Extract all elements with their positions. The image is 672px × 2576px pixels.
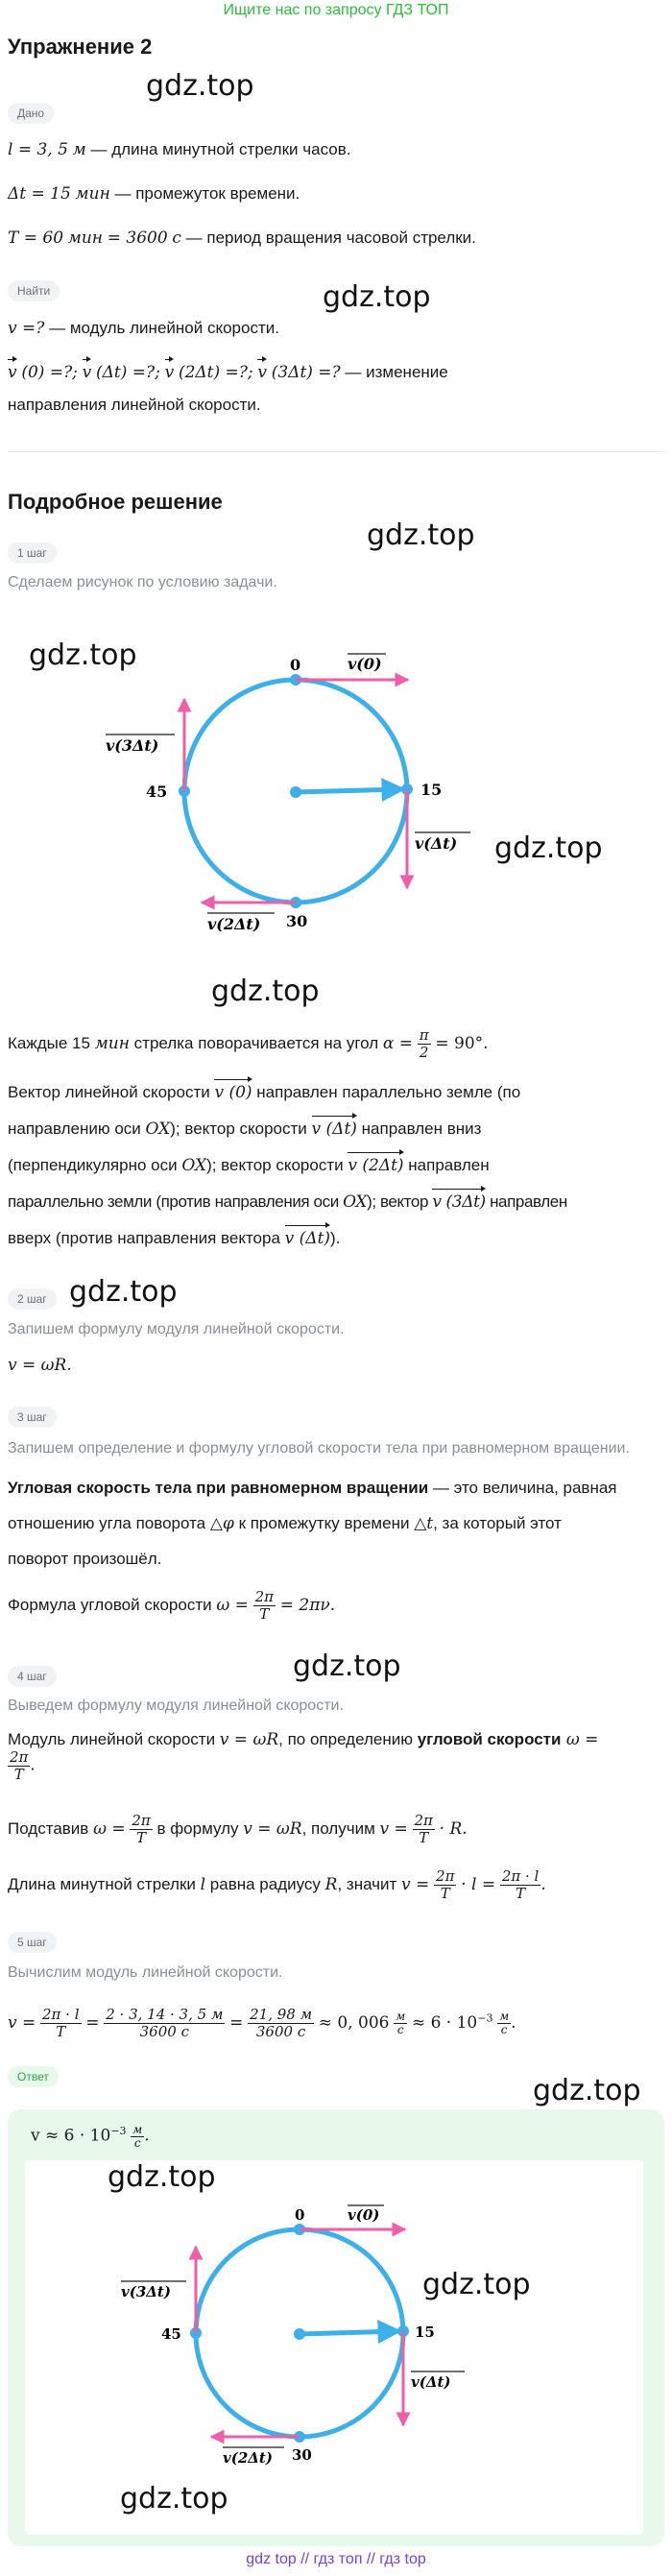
step5-exp: −3 bbox=[477, 2011, 493, 2025]
label-v0: v(0) bbox=[348, 655, 382, 673]
step3-p2-c: , за который этот bbox=[433, 1514, 562, 1532]
step4-p2-a: Подставив bbox=[8, 1818, 94, 1838]
step3-p1 bbox=[8, 1477, 617, 1500]
find-arg-3: (3Δt) =? bbox=[271, 363, 341, 382]
step1-p4 bbox=[8, 1150, 490, 1177]
step1-ox-2: OX bbox=[181, 1156, 207, 1175]
step2-formula: v = ωR. bbox=[8, 1356, 72, 1375]
step4-p1-frac-wrap: $\frac{2\pi}{T}$ . bbox=[10, 1748, 36, 1783]
watermark: gdz.top bbox=[211, 975, 320, 1008]
label-v2: v(2Δt) bbox=[207, 915, 261, 931]
step5-frac1-num: 2π · l bbox=[42, 2006, 80, 2023]
find-v: v =? bbox=[8, 319, 45, 338]
step4-p3-b: равна радиусу bbox=[205, 1874, 325, 1893]
answer-unit-num: м bbox=[132, 2122, 143, 2136]
answer-center-point bbox=[294, 2328, 305, 2340]
step3-frac bbox=[253, 1589, 276, 1623]
step1-p2 bbox=[8, 1077, 520, 1104]
find-line-3: направления линейной скорости. bbox=[8, 396, 261, 414]
step4-p1-frac bbox=[8, 1749, 30, 1783]
step1-v2: v (2Δt) bbox=[348, 1150, 403, 1177]
step4-p3-frac2 bbox=[500, 1868, 541, 1902]
step1-p3-b: ); вектор скорости bbox=[170, 1119, 312, 1138]
answer-label-v0: v(0) bbox=[348, 2206, 380, 2224]
step4-p3-a: Длина минутной стрелки bbox=[8, 1874, 201, 1893]
clock-diagram bbox=[86, 643, 470, 931]
answer-value bbox=[31, 2120, 150, 2150]
step1-frac bbox=[418, 1027, 431, 1061]
step4-p2-b: в формулу bbox=[152, 1818, 244, 1838]
step5-frac1 bbox=[40, 2007, 82, 2040]
step4-p1 bbox=[8, 1728, 598, 1751]
answer-label-0: 0 bbox=[295, 2206, 305, 2224]
step1-p3-c: направлен вниз bbox=[356, 1119, 482, 1138]
step-4-label: 4 шаг bbox=[8, 1666, 57, 1687]
step5-unit1 bbox=[394, 2010, 407, 2036]
step1-p5-a: параллельно земли (против направления оси bbox=[8, 1192, 344, 1211]
step-4-note: Выведем формулу модуля линейной скорости. bbox=[8, 1697, 344, 1714]
step3-frac-num: 2π bbox=[254, 1588, 274, 1605]
given-l-value: l = 3, 5 bbox=[8, 140, 68, 159]
step1-ox-1: OX bbox=[145, 1119, 171, 1139]
top-banner: Ищите нас по запросу ГДЗ ТОП bbox=[223, 2, 449, 18]
answer-clock-diagram bbox=[106, 2199, 490, 2468]
answer-dot: . bbox=[144, 2126, 150, 2146]
step-2-label: 2 шаг bbox=[8, 1288, 57, 1310]
step1-v3: v (3Δt) bbox=[432, 1187, 485, 1214]
watermark: gdz.top bbox=[422, 2268, 531, 2301]
step-1-label: 1 шаг bbox=[8, 542, 57, 564]
step4-p1-f: v = ωR bbox=[219, 1730, 279, 1749]
step4-p1-bold: угловой скорости bbox=[417, 1730, 562, 1748]
step3-t: △t bbox=[414, 1514, 434, 1533]
step5-unit2 bbox=[497, 2010, 511, 2036]
step4-p3-frac bbox=[434, 1868, 456, 1902]
step4-p3-frac2-den: T bbox=[516, 1885, 526, 1902]
answer-label-v3: v(3Δt) bbox=[121, 2283, 171, 2300]
step4-p2-c: , получим bbox=[301, 1818, 380, 1838]
step1-v1-ref: v (Δt) bbox=[285, 1223, 330, 1250]
step3-bold-term: Угловая скорость тела при равномерном вращении bbox=[8, 1479, 429, 1497]
step4-p1-a: Модуль линейной скорости bbox=[8, 1730, 220, 1748]
step5-unit2-den: с bbox=[500, 2023, 508, 2036]
answer-label-45: 45 bbox=[161, 2325, 181, 2343]
footer-links[interactable]: gdz top // гдз топ // гдз top bbox=[246, 2551, 426, 2567]
step4-p3-v: v = bbox=[401, 1874, 430, 1894]
step5-eq2: = bbox=[229, 2012, 244, 2033]
find-arg-1: (Δt) =?; bbox=[96, 363, 160, 382]
answer-label-15: 15 bbox=[415, 2323, 435, 2341]
step1-v1: v (Δt) bbox=[312, 1114, 357, 1141]
step3-frac-den: T bbox=[259, 1605, 270, 1623]
step3-p2-b: к промежутку времени bbox=[233, 1514, 415, 1532]
step5-v: v = bbox=[8, 2012, 36, 2033]
step4-p1-frac-den: T bbox=[13, 1766, 24, 1783]
step4-p1-frac-num: 2π bbox=[10, 1748, 29, 1766]
step4-p1-w: ω = bbox=[561, 1730, 599, 1749]
step5-unit1-den: с bbox=[396, 2023, 404, 2036]
step3-p4 bbox=[8, 1589, 335, 1623]
step3-p3: поворот произошёл. bbox=[8, 1550, 162, 1568]
label-30: 30 bbox=[286, 912, 308, 930]
given-T-desc: — период вращения часовой стрелки. bbox=[180, 229, 476, 247]
answer-label-30: 30 bbox=[292, 2446, 312, 2464]
given-l-desc: — длина минутной стрелки часов. bbox=[85, 140, 351, 158]
step1-p1-c: = 90°. bbox=[435, 1033, 489, 1053]
step3-phi: △φ bbox=[209, 1514, 234, 1533]
step4-p2-f: v = ωR bbox=[243, 1818, 302, 1839]
given-T-value: T = 60 bbox=[8, 229, 64, 248]
step5-frac3-den: 3600 с bbox=[255, 2023, 306, 2040]
step5-frac2 bbox=[104, 2007, 225, 2040]
step3-p1-text: — это величина, равная bbox=[428, 1479, 617, 1497]
answer-v: v ≈ 6 · 10 bbox=[31, 2126, 111, 2146]
step1-p5-c: направлен bbox=[485, 1192, 567, 1211]
step-2-note: Запишем формулу модуля линейной скорости. bbox=[8, 1321, 345, 1337]
label-15: 15 bbox=[420, 781, 443, 799]
step4-p2-v: v = bbox=[379, 1818, 408, 1839]
step1-p2-b: направлен параллельно земле (по bbox=[252, 1083, 521, 1101]
step-3-note: Запишем определение и формулу угловой скорости тела при равномерном вращении. bbox=[8, 1440, 630, 1457]
center-point bbox=[290, 786, 301, 798]
step5-frac2-num: 2 · 3, 14 · 3, 5 м bbox=[106, 2006, 224, 2023]
watermark: gdz.top bbox=[367, 518, 475, 552]
answer-exp: −3 bbox=[110, 2125, 127, 2137]
step4-p2-d: · R. bbox=[439, 1818, 468, 1839]
step1-frac-num: π bbox=[419, 1026, 429, 1044]
given-dt-value: Δt = 15 bbox=[8, 184, 71, 204]
watermark: gdz.top bbox=[494, 831, 603, 865]
step4-p2-frac-num: 2π bbox=[132, 1812, 151, 1829]
given-T-value2: = 3600 bbox=[107, 229, 168, 248]
step4-p2-frac bbox=[130, 1813, 152, 1846]
step4-p2-w: ω = bbox=[93, 1818, 126, 1839]
step-5-label: 5 шаг bbox=[8, 1932, 57, 1953]
step1-frac-den: 2 bbox=[419, 1044, 429, 1061]
watermark: gdz.top bbox=[146, 69, 254, 103]
given-label: Дано bbox=[8, 103, 54, 124]
step4-p3-frac2-num: 2π · l bbox=[501, 1867, 540, 1885]
given-dt-desc: — промежуток времени. bbox=[109, 184, 300, 203]
step5-dot: . bbox=[511, 2012, 516, 2033]
step4-p3-d: · l = bbox=[461, 1874, 496, 1894]
step5-frac3-num: 21, 98 м bbox=[250, 2006, 313, 2023]
watermark: gdz.top bbox=[29, 638, 137, 672]
label-v3: v(3Δt) bbox=[106, 736, 159, 755]
given-T-unit: мин bbox=[67, 229, 104, 248]
step-3-label: 3 шаг bbox=[8, 1407, 57, 1428]
step3-p4-a: Формула угловой скорости bbox=[8, 1595, 217, 1614]
find-vec-1: v bbox=[83, 357, 92, 384]
watermark: gdz.top bbox=[533, 2074, 641, 2107]
step4-p3 bbox=[8, 1868, 546, 1902]
watermark: gdz.top bbox=[120, 2482, 228, 2516]
step1-alpha: α = bbox=[382, 1033, 414, 1053]
step3-p4-b: = 2πν. bbox=[279, 1595, 336, 1615]
find-label: Найти bbox=[8, 280, 60, 301]
step1-p1-b: стрелка поворачивается на угол bbox=[129, 1033, 383, 1052]
minute-hand bbox=[296, 789, 403, 792]
step4-p2-frac-den: T bbox=[136, 1829, 147, 1846]
step1-p1-unit: мин bbox=[94, 1033, 130, 1053]
watermark: gdz.top bbox=[323, 280, 431, 314]
step1-p1-a: Каждые 15 bbox=[8, 1033, 90, 1052]
step4-p2 bbox=[8, 1813, 468, 1846]
section-divider bbox=[8, 451, 664, 452]
step1-p6 bbox=[8, 1223, 340, 1250]
find-line-1 bbox=[8, 317, 279, 340]
step3-w: ω = bbox=[216, 1595, 249, 1615]
step3-p2 bbox=[8, 1512, 562, 1535]
step1-p2-a: Вектор линейной скорости bbox=[8, 1083, 215, 1101]
step4-p3-l: l bbox=[200, 1874, 206, 1894]
step1-p5-b: ); вектор bbox=[367, 1192, 433, 1211]
watermark: gdz.top bbox=[69, 1275, 178, 1309]
given-T-unit2: с bbox=[172, 229, 181, 248]
step-1-note: Сделаем рисунок по условию задачи. bbox=[8, 574, 277, 590]
step1-ox-3: OX bbox=[343, 1192, 368, 1212]
step5-frac3 bbox=[248, 2007, 314, 2040]
step1-p5 bbox=[8, 1187, 567, 1214]
label-45: 45 bbox=[146, 782, 168, 801]
step-5-note: Вычислим модуль линейной скорости. bbox=[8, 1964, 283, 1981]
exercise-title: Упражнение 2 bbox=[8, 35, 153, 59]
watermark: gdz.top bbox=[293, 1649, 401, 1683]
step1-p6-b: ). bbox=[330, 1229, 341, 1247]
step5-frac2-den: 3600 с bbox=[139, 2023, 189, 2040]
step4-p1-b: , по определению bbox=[278, 1730, 418, 1748]
step1-p3-a: направлению оси bbox=[8, 1119, 146, 1138]
answer-label-v2: v(2Δt) bbox=[223, 2449, 273, 2467]
step5-unit1-num: м bbox=[396, 2010, 406, 2023]
given-line-1 bbox=[8, 138, 350, 161]
answer-label: Ответ bbox=[8, 2066, 59, 2087]
step5-approx2: ≈ 6 · 10 bbox=[411, 2012, 478, 2033]
find-line-2 bbox=[8, 357, 448, 384]
step1-p3 bbox=[8, 1114, 481, 1141]
find-arg-2: (2Δt) =?; bbox=[178, 363, 253, 382]
answer-unit bbox=[131, 2124, 144, 2150]
label-0: 0 bbox=[290, 656, 301, 674]
step1-p1 bbox=[8, 1027, 489, 1061]
find-line-2-desc: — изменение bbox=[340, 363, 448, 381]
solution-title: Подробное решение bbox=[8, 490, 223, 514]
step4-p3-R: R bbox=[324, 1874, 338, 1894]
step4-p3-c: , значит bbox=[337, 1874, 402, 1893]
step4-p2-frac2-num: 2π bbox=[414, 1812, 433, 1829]
find-vec-2: v bbox=[165, 357, 175, 384]
watermark: gdz.top bbox=[108, 2160, 216, 2194]
step5-approx1: ≈ 0, 006 bbox=[318, 2012, 390, 2033]
find-vec-3: v bbox=[257, 357, 267, 384]
given-l-unit: м bbox=[72, 140, 86, 159]
answer-unit-den: с bbox=[133, 2135, 141, 2150]
step4-p2-frac2-den: T bbox=[419, 1829, 429, 1846]
label-v1: v(Δt) bbox=[415, 834, 458, 853]
find-v-desc: — модуль линейной скорости. bbox=[44, 319, 279, 337]
given-line-3 bbox=[8, 227, 476, 250]
given-line-2 bbox=[8, 182, 300, 205]
find-vec-0: v bbox=[8, 357, 17, 384]
step4-p3-e: . bbox=[540, 1874, 546, 1894]
step5-eq1: = bbox=[85, 2012, 100, 2033]
step4-p3-frac-den: T bbox=[440, 1885, 450, 1902]
given-dt-unit: мин bbox=[75, 184, 110, 204]
find-arg-0: (0) =?; bbox=[21, 363, 78, 382]
step5-formula bbox=[8, 2007, 516, 2040]
step5-unit2-num: м bbox=[499, 2010, 510, 2023]
step1-p4-c: направлен bbox=[403, 1156, 490, 1174]
step1-p4-a: (перпендикулярно оси bbox=[8, 1156, 182, 1174]
answer-label-v1: v(Δt) bbox=[411, 2373, 451, 2391]
step4-p3-frac-num: 2π bbox=[436, 1867, 455, 1885]
step4-p2-frac2 bbox=[413, 1813, 435, 1846]
step1-p6-a: вверх (против направления вектора bbox=[8, 1229, 285, 1247]
step1-p4-b: ); вектор скорости bbox=[206, 1156, 348, 1174]
step5-frac1-den: T bbox=[56, 2023, 66, 2040]
step1-v0: v (0) bbox=[214, 1077, 252, 1104]
answer-minute-hand bbox=[300, 2331, 399, 2334]
step3-p2-a: отношению угла поворота bbox=[8, 1514, 210, 1532]
